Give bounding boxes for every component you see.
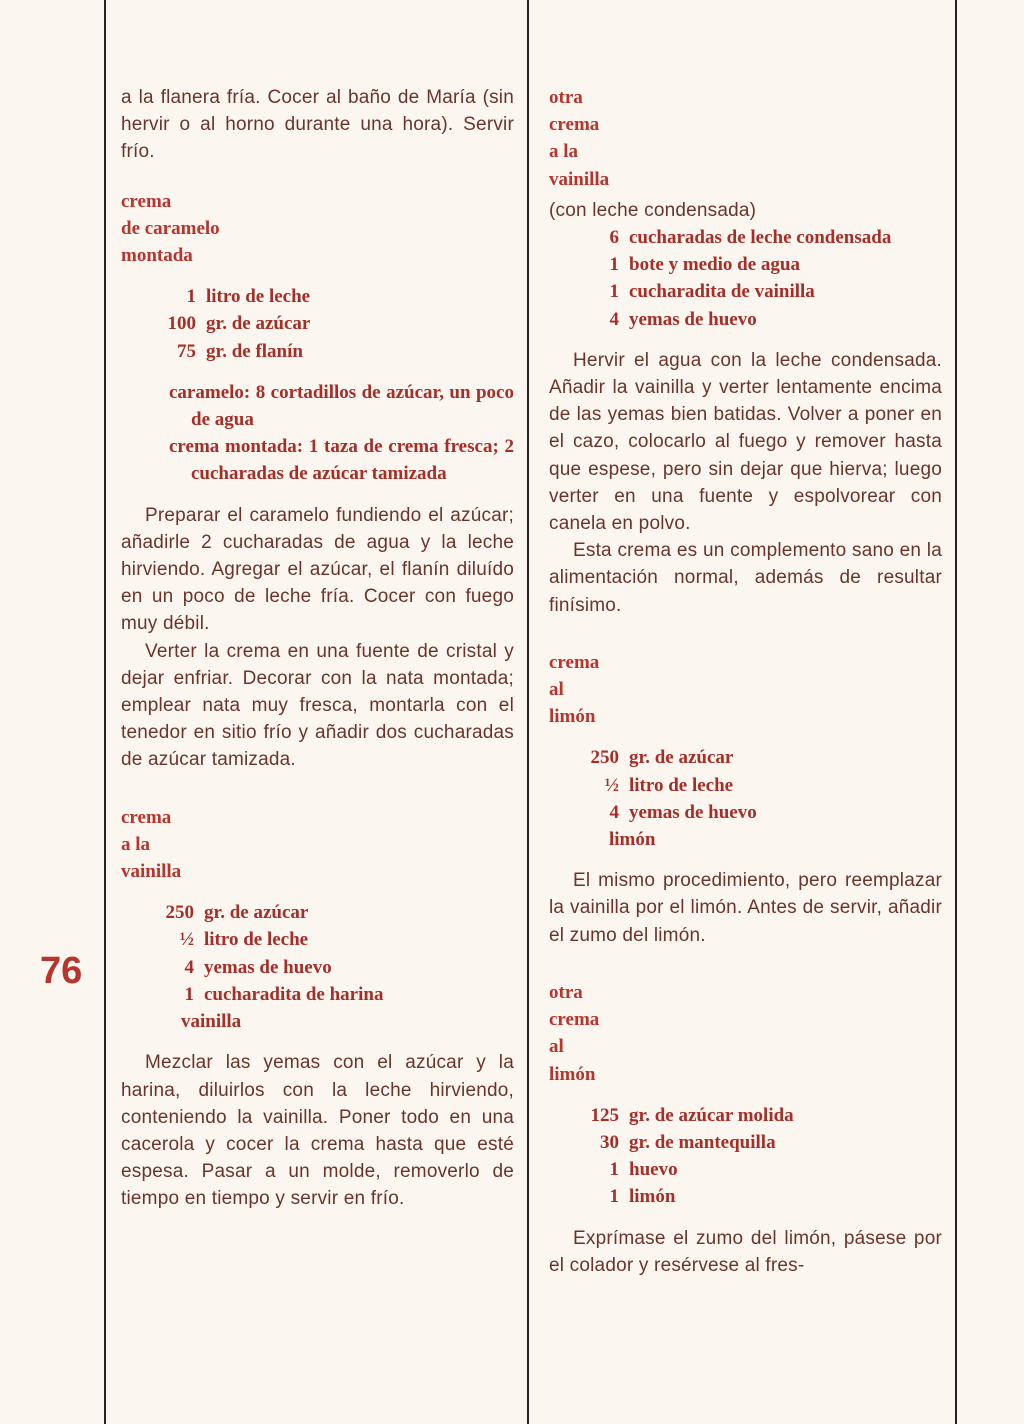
ingredient-list [121, 899, 514, 1035]
title-line: al [549, 1036, 564, 1058]
ingredient-list [549, 1102, 942, 1211]
intro-paragraph: a la flanera fría. Cocer al baño de María (sin hervir o al horno durante una hora). Servir frío. [121, 87, 514, 163]
title-line: crema [121, 806, 172, 828]
ingredient-item: 100 gr. de azúcar [167, 313, 311, 335]
recipe-title-otra-crema-vainilla [549, 84, 942, 193]
recipe-subtitle: (con leche condensada) [549, 199, 757, 221]
ingredient-item: 30 gr. de mantequilla [600, 1131, 776, 1153]
title-line: otra [549, 981, 583, 1003]
ingredient-item: 1 litro de leche [186, 286, 311, 308]
ingredient-item: 1 cucharadita de harina [184, 983, 384, 1005]
ingredient-list [549, 224, 942, 333]
ingredient-item: 125 gr. de azúcar molida [590, 1104, 794, 1126]
paragraph: Hervir el agua con la leche condensada. Añadir la vainilla y verter lentamente encima de las yemas bien batidas. Volver a poner en el cazo, colocarlo al fuego y remover hasta que espese, pero sin dejar que hierva; luego verter en una fuente y espolvorear con canela en polvo. [549, 349, 942, 535]
title-line: de caramelo [121, 217, 220, 239]
ingredient-item: 4 yemas de huevo [184, 956, 332, 978]
title-line: crema [549, 651, 600, 673]
paragraph: El mismo procedimiento, pero reemplazar la vainilla por el limón. Antes de servir, añadir el zumo del limón. [549, 870, 942, 946]
recipe-title-crema-caramelo [121, 188, 514, 270]
title-line: limón [549, 1063, 596, 1085]
sub-ingredient-item: crema montada: 1 taza de crema fresca; 2 cucharadas de azúcar tamizada [169, 436, 514, 485]
ingredient-item: 250 gr. de azúcar [165, 902, 309, 924]
right-column [549, 84, 942, 1279]
title-line: otra [549, 87, 583, 108]
title-line: limón [549, 706, 596, 728]
ingredient-item: vainilla [181, 1011, 242, 1033]
paragraph: Esta crema es un complemento sano en la alimentación normal, además de resultar finísimo. [549, 540, 942, 616]
title-line: al [549, 679, 564, 701]
title-line: crema [549, 1009, 600, 1031]
ingredient-item: 1 cucharadita de vainilla [609, 281, 815, 303]
column-rule-left [104, 0, 106, 1424]
sub-ingredient-item: caramelo: 8 cortadillos de azúcar, un poco de agua [169, 381, 514, 431]
ingredient-item: 75 gr. de flanín [177, 340, 303, 362]
ingredient-list [121, 283, 514, 365]
sub-ingredient-list [121, 379, 514, 488]
paragraph: Exprímase el zumo del limón, pásese por el colador y resérvese al fres- [549, 1227, 942, 1276]
ingredient-item: 1 limón [609, 1186, 676, 1208]
ingredient-item: 1 huevo [609, 1159, 678, 1181]
title-line: a la [121, 833, 151, 855]
title-line: vainilla [121, 861, 182, 883]
recipe-title-otra-crema-limon [549, 979, 942, 1088]
column-rule-middle [527, 0, 529, 1424]
ingredient-item: limón [609, 829, 656, 851]
title-line: vainilla [549, 168, 610, 190]
recipe-title-crema-vainilla [121, 804, 514, 886]
title-line: crema [549, 114, 600, 136]
paragraph: Mezclar las yemas con el azúcar y la harina, diluirlos con la leche hirviendo, conteniendo la vainilla. Poner todo en una cacerola y cocer la crema hasta que esté espesa. Pasar a un molde, removerlo de tiempo en tiempo y servir en frío. [121, 1052, 514, 1210]
title-line: a la [549, 141, 579, 163]
ingredient-item: 4 yemas de huevo [609, 308, 757, 330]
recipe-title-crema-limon [549, 649, 942, 731]
ingredient-item: 4 yemas de huevo [609, 801, 757, 823]
ingredient-item: ½ litro de leche [604, 774, 734, 796]
ingredient-item: ½ litro de leche [179, 929, 309, 951]
ingredient-item: 250 gr. de azúcar [590, 747, 734, 769]
column-rule-right [955, 0, 957, 1424]
title-line: montada [121, 245, 193, 267]
ingredient-item: 1 bote y medio de agua [609, 254, 800, 276]
page-number: 76 [40, 950, 83, 992]
left-column [121, 84, 514, 1213]
ingredient-item: 6 cucharadas de leche condensada [609, 227, 892, 249]
paragraph: Preparar el caramelo fundiendo el azúcar; añadirle 2 cucharadas de agua y la leche hirviendo. Agregar el azúcar, el flanín diluído en un poco de leche fría. Cocer con fuego muy débil. [121, 504, 514, 635]
paragraph: Verter la crema en una fuente de cristal y dejar enfriar. Decorar con la nata montada; emplear nata muy fresca, montarla con el tenedor en sitio frío y añadir dos cucharadas de azúcar tamizada. [121, 640, 514, 771]
ingredient-list [549, 744, 942, 853]
title-line: crema [121, 190, 172, 212]
